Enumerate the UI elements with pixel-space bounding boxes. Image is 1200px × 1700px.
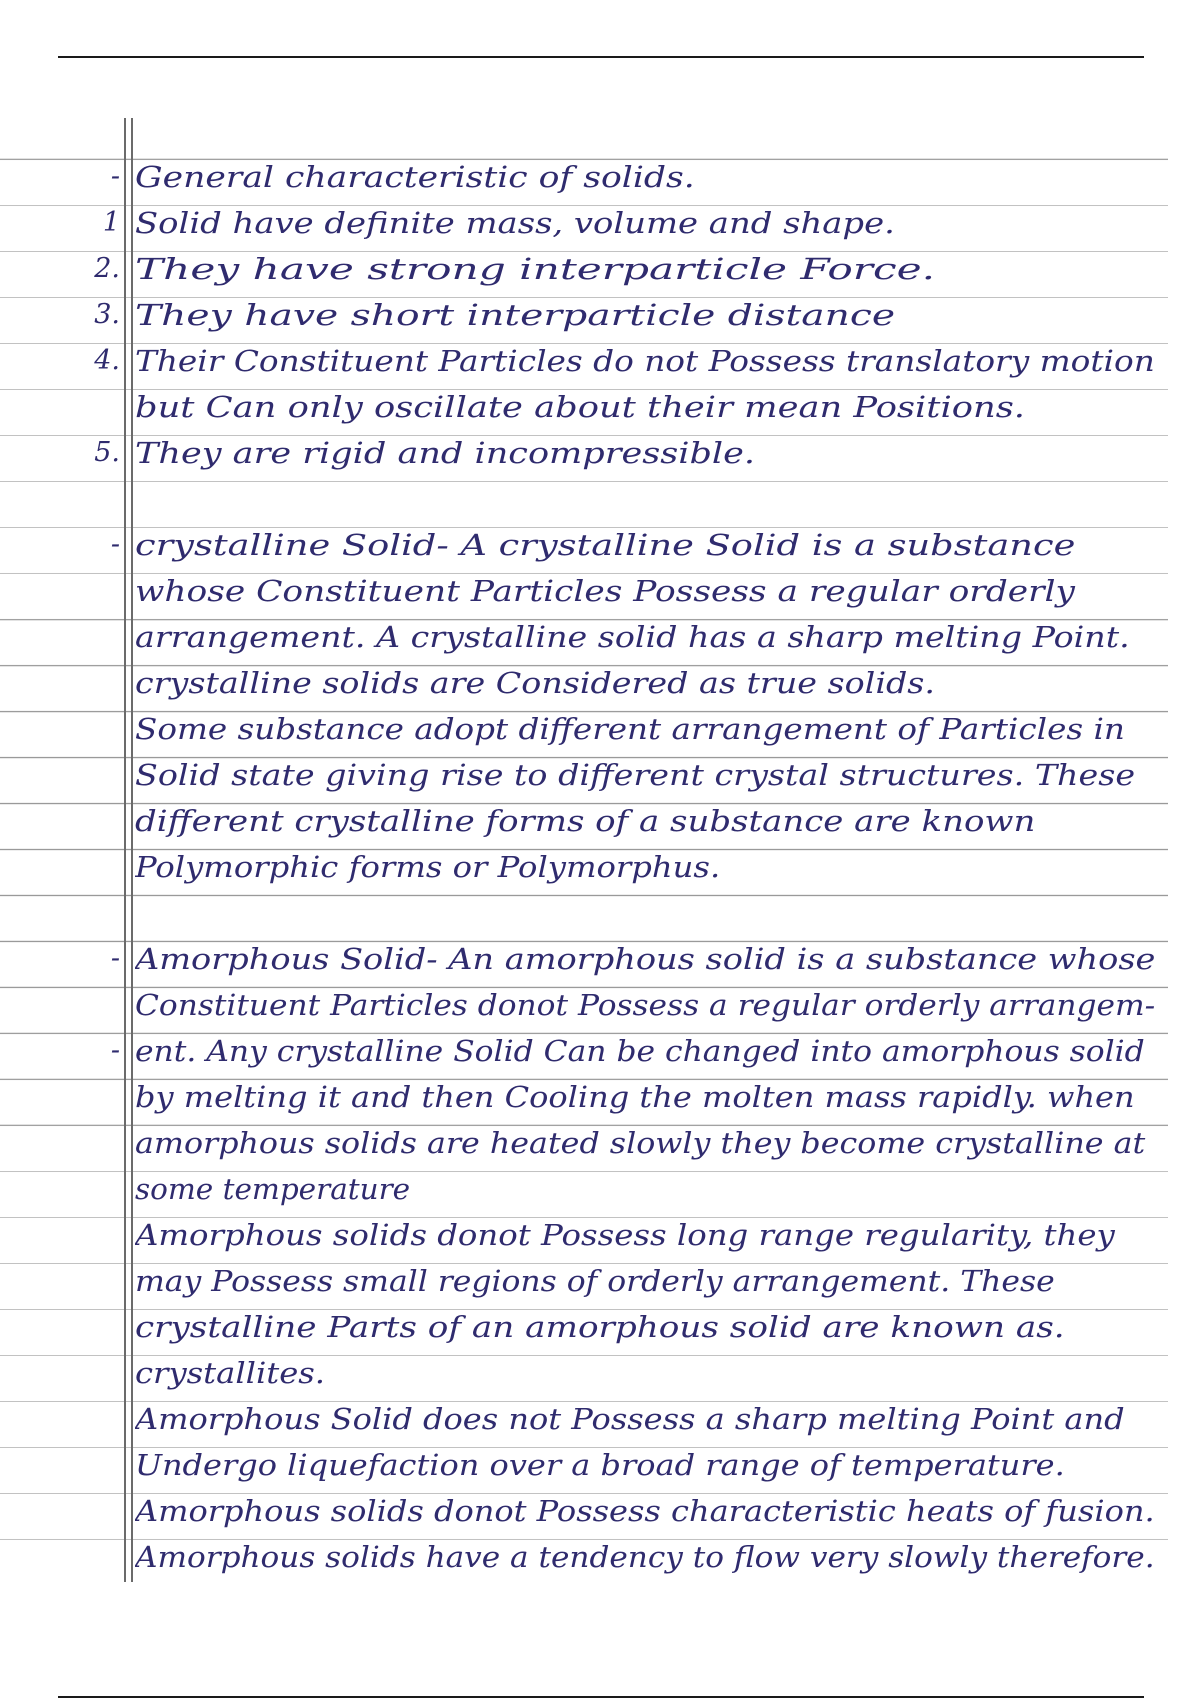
note-line [0, 614, 1168, 660]
note-text: but Can only oscillate about their mean Positions. [135, 390, 1026, 424]
top-rule [58, 56, 1144, 58]
note-text: crystalline Parts of an amorphous solid are known as. [135, 1310, 1065, 1344]
note-line [0, 1166, 1168, 1212]
note-text: Amorphous solids donot Possess characteristic heats of fusion. [135, 1494, 1155, 1528]
note-line [0, 200, 1168, 246]
note-line [0, 430, 1168, 476]
note-text: crystalline Solid- A crystalline Solid is a substance [135, 528, 1076, 562]
line-marker: - [110, 1035, 120, 1066]
note-text: Amorphous solids have a tendency to flow very slowly therefore. [135, 1540, 1155, 1574]
note-text: Polymorphic forms or Polymorphus. [135, 850, 721, 884]
note-line [0, 660, 1168, 706]
note-text: They have short interparticle distance [135, 298, 896, 332]
note-line [0, 844, 1168, 890]
note-text: Undergo liquefaction over a broad range of temperature. [135, 1448, 1065, 1482]
note-text: Amorphous solids donot Possess long range regularity, they [135, 1218, 1115, 1252]
note-text: Solid state giving rise to different crystal structures. These [135, 758, 1136, 792]
note-text: amorphous solids are heated slowly they become crystalline at [135, 1126, 1146, 1160]
note-line [0, 246, 1168, 292]
handwritten-notes [0, 118, 1168, 1582]
note-text: may Possess small regions of orderly arrangement. These [135, 1264, 1055, 1298]
note-text: ent. Any crystalline Solid Can be changed into amorphous solid [135, 1034, 1145, 1068]
note-line [0, 154, 1168, 200]
note-line [0, 1028, 1168, 1074]
line-marker: 1 [102, 207, 120, 238]
note-text: They have strong interparticle Force. [135, 252, 936, 286]
note-text: different crystalline forms of a substance are known [135, 804, 1036, 838]
note-line [0, 1304, 1168, 1350]
line-marker: - [110, 161, 120, 192]
note-line [0, 1396, 1168, 1442]
note-line [0, 1074, 1168, 1120]
note-text: Solid have definite mass, volume and shape. [135, 206, 895, 240]
line-marker: 5. [94, 437, 120, 468]
line-marker: 3. [94, 299, 120, 330]
note-text: whose Constituent Particles Possess a regular orderly [135, 574, 1075, 608]
note-line [0, 706, 1168, 752]
note-text: some temperature [135, 1172, 411, 1206]
note-text: Amorphous Solid does not Possess a sharp melting Point and [135, 1402, 1125, 1436]
line-marker: 2. [94, 253, 120, 284]
note-line [0, 982, 1168, 1028]
note-text: Some substance adopt different arrangement of Particles in [135, 712, 1125, 746]
bottom-rule [58, 1696, 1144, 1698]
line-marker: - [110, 943, 120, 974]
note-line [0, 1258, 1168, 1304]
note-line [0, 1534, 1168, 1580]
note-text: crystalline solids are Considered as true solids. [135, 666, 935, 700]
note-text: Constituent Particles donot Possess a regular orderly arrangem- [135, 988, 1156, 1022]
note-line [0, 752, 1168, 798]
note-text: by melting it and then Cooling the molten mass rapidly. when [135, 1080, 1135, 1114]
note-line [0, 1212, 1168, 1258]
note-text: Their Constituent Particles do not Possess translatory motion [135, 344, 1155, 378]
note-line [0, 1488, 1168, 1534]
note-line [0, 798, 1168, 844]
ruled-notebook-sheet [0, 118, 1168, 1582]
note-line [0, 936, 1168, 982]
note-text: crystallites. [135, 1356, 326, 1390]
note-line [0, 522, 1168, 568]
note-line [0, 292, 1168, 338]
note-line [0, 1442, 1168, 1488]
note-line [0, 1350, 1168, 1396]
note-line [0, 384, 1168, 430]
note-text: Amorphous Solid- An amorphous solid is a substance whose [135, 942, 1156, 976]
note-line [0, 1120, 1168, 1166]
note-text: General characteristic of solids. [135, 160, 695, 194]
note-line [0, 338, 1168, 384]
line-marker: 4. [94, 345, 120, 376]
note-line [0, 568, 1168, 614]
note-text: arrangement. A crystalline solid has a sharp melting Point. [135, 620, 1130, 654]
note-text: They are rigid and incompressible. [135, 436, 756, 470]
line-marker: - [110, 529, 120, 560]
